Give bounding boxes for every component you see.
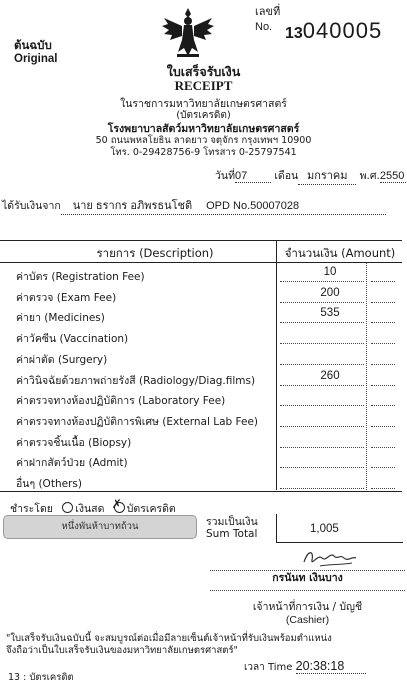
table-row-label: ค่าผ่าตัด (Surgery) [16,353,108,366]
table-row-amount: 200 [320,286,340,299]
original-label: ต้นฉบับ Original [14,40,58,65]
description-header: รายการ (Description) [96,246,214,260]
garuda-emblem-icon [160,6,216,60]
satang-line [371,322,395,323]
date-day: 07 [235,170,271,183]
cashier-role-en: (Cashier) [285,614,330,626]
satang-line [371,364,395,365]
time-row: เวลา Time 20:38:18 [244,659,366,675]
amount-line [280,302,364,303]
amount-line [280,426,364,427]
table-row-label: ค่าตรวจทางห้องปฏิบัติการพิเศษ (External Lab Fee) [16,415,259,428]
name-line [210,590,405,591]
sum-total-label: รวมเป็นเงิน Sum Total [206,516,258,540]
hospital-tel: โทร. 0-29428756-9 โทรสาร 0-25797541 [110,147,297,158]
table-row-label: ค่าตรวจ (Exam Fee) [16,291,117,304]
payer-name: นาย ธรากร อภิพรธนโชติ [72,200,193,212]
table-row-label: ค่ายา (Medicines) [16,312,105,325]
time-value: 20:38:18 [296,659,366,674]
table-row-label: ค่าวินิจฉัยด้วยภาพถ่ายรังสี (Radiology/Diag.films) [16,374,256,387]
sum-total-box [276,514,403,543]
title-en: RECEIPT [174,78,233,93]
hospital-address: 50 ถนนพหลโยธิน ลาดยาว จตุจักร กรุงเทพฯ 10900 [95,135,312,146]
table-row-label: ค่าบัตร (Registration Fee) [16,271,145,283]
satang-line [371,488,395,489]
satang-divider [366,262,367,490]
table-row-label: อื่นๆ (Others) [16,478,82,490]
amount-line [280,364,364,365]
satang-line [371,302,395,303]
cashier-role: เจ้าหน้าที่การเงิน / บัญชี [252,601,363,613]
amount-in-words: หนึ่งพันห้าบาทถ้วน [3,515,197,539]
satang-line [371,447,395,448]
signature-scribble-icon [300,546,360,570]
table-row-label: ค่าฝากสัตว์ป่วย (Admit) [16,457,128,470]
table-row-amount: 535 [320,307,340,320]
table-row-label: ค่าตรวจทางห้องปฏิบัติการ (Laboratory Fee) [16,395,226,408]
validity-notice: "ใบเสร็จรับเงินฉบับนี้ จะสมบูรณ์ต่อเมื่อมีลายเซ็นต์เจ้าหน้าที่รับเงินพร้อมตำแหน่ง จึงถือว่าเป็นใบเสร็จรับเงินของมหาวิทยาลัยเกษตรศาสตร์" [6,633,332,656]
date-month: มกราคม [298,166,356,185]
satang-line [371,343,395,344]
satang-line [371,405,395,406]
amount-line [280,405,364,406]
table-row-label: ค่าวัคซีน (Vaccination) [16,333,129,346]
date-year: 2550 [380,170,407,183]
hospital-name: โรงพยาบาลสัตว์มหาวิทยาลัยเกษตรศาสตร์ [107,123,300,135]
amount-line [280,281,364,282]
amount-line [280,447,364,448]
credit-radio[interactable] [111,497,125,513]
table-row-label: ค่าตรวจชิ้นเนื้อ (Biopsy) [16,436,132,449]
issuer-gov: ในราชการมหาวิทยาลัยเกษตรศาสตร์ [120,98,287,110]
amount-line [280,467,364,468]
date-row: วันที่07 เดือน มกราคม พ.ศ.2550 [215,166,407,185]
footer-code: 13 : บัตรเครดิต [8,672,74,683]
receipt-number: 13040005 [285,18,383,43]
satang-line [371,385,395,386]
amount-line [280,322,364,323]
sum-total-value: 1,005 [310,523,339,535]
issuer-sub: (บัตรเครดิต) [176,110,231,121]
title-th: ใบเสร็จรับเงิน [166,64,241,79]
table-row-amount: 260 [320,369,340,382]
satang-line [371,467,395,468]
opd-number: OPD No.50007028 [206,200,300,212]
satang-line [371,426,395,427]
amount-line [280,488,364,489]
receipt-no-label: เลขที่ No. [255,6,281,33]
column-divider [276,240,277,490]
cash-radio[interactable] [62,502,73,513]
satang-line [371,281,395,282]
payment-method: ชำระโดย เงินสด ✗ บัตรเครดิต [10,497,176,515]
amount-header: จำนวนเงิน (Amount) [284,246,396,260]
amount-line [280,343,364,344]
check-mark-icon: ✗ [111,497,122,511]
table-row-amount: 10 [323,266,337,278]
received-from-row: ได้รับเงินจาก นาย ธรากร อภิพรธนโชติ OPD No.50007028 [2,196,386,215]
cashier-name: กรนันท เงินบาง [272,572,343,584]
amount-line [280,385,364,386]
